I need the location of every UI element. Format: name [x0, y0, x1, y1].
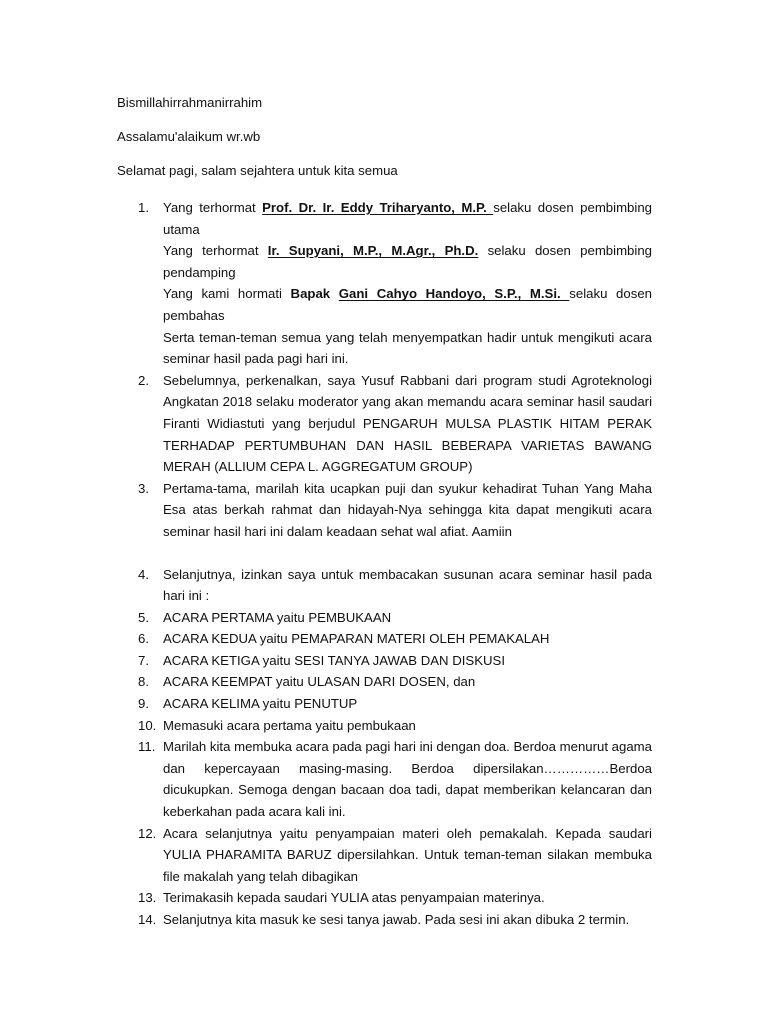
item-number: 12. — [138, 825, 157, 841]
salutation-block — [163, 197, 652, 370]
salutation-line: Yang kami hormati Bapak Gani Cahyo Handoyo, S.P., M.Si. selaku dosen pembahas — [163, 286, 652, 323]
item-text: Terimakasih kepada saudari YULIA atas penyampaian materinya. — [163, 890, 545, 906]
item-text: Selanjutnya kita masuk ke sesi tanya jawab. Pada sesi ini akan dibuka 2 termin. — [163, 912, 630, 927]
list-item — [117, 715, 652, 737]
item-number: 13. — [138, 890, 157, 906]
salam-line: Assalamu'alaikum wr.wb — [117, 129, 261, 144]
item-number: 6. — [138, 631, 149, 647]
salutation-line: Yang terhormat Prof. Dr. Ir. Eddy Triharyanto, M.P. selaku dosen pembimbing utama — [163, 200, 652, 237]
item-number: 11. — [138, 739, 156, 755]
item-number: 2. — [138, 372, 149, 388]
item-text: Acara selanjutnya yaitu penyampaian materi oleh pemakalah. Kepada saudari YULIA PHARAMITA BARUZ dipersilahkan. Untuk teman-teman silakan membuka file makalah yang telah dibagikan — [163, 825, 652, 884]
basmalah-line: Bismillahirrahmanirrahim — [117, 95, 263, 110]
list-item — [117, 909, 652, 931]
list-item — [117, 628, 652, 650]
item-number: 10. — [138, 717, 157, 733]
list-item — [117, 736, 652, 822]
item-number: 14. — [138, 912, 157, 927]
salutation-line: Yang terhormat Ir. Supyani, M.P., M.Agr., Ph.D. selaku dosen pembimbing pendamping — [163, 243, 652, 280]
lecturer-name: Ir. Supyani, M.P., M.Agr., Ph.D. — [267, 243, 479, 259]
item-number: 1. — [138, 200, 149, 215]
list-item — [117, 693, 652, 715]
item-text: Sebelumnya, perkenalkan, saya Yusuf Rabbani dari program studi Agroteknologi Angkatan 2018 selaku moderator yang akan memandu acara seminar hasil saudari Firanti Widiastuti yang berjudul PENGARUH MULSA PLASTIK HITAM PERAK TERHADAP PERTUMBUHAN DAN HASIL BEBERAPA VARIETAS BAWANG MERAH (ALLIUM CEPA L. AGGREGATUM GROUP) — [163, 372, 652, 475]
lecturer-name: Gani Cahyo Handoyo, S.P., M.Si. — [338, 286, 570, 302]
item-number: 3. — [138, 480, 149, 496]
greeting-line: Selamat pagi, salam sejahtera untuk kita semua — [117, 163, 398, 178]
item-number: 5. — [138, 609, 149, 625]
list-item — [117, 650, 652, 672]
list-item — [117, 823, 652, 888]
item-text: ACARA KEEMPAT yaitu ULASAN DARI DOSEN, dan — [163, 674, 476, 690]
item-text: Marilah kita membuka acara pada pagi hari ini dengan doa. Berdoa menurut agama dan kepercayaan masing-masing. Berdoa dipersilakan……………Berdoa dicukupkan. Semoga dengan bacaan doa tadi, dapat memberikan kelancaran dan keberkahan pada acara kali ini. — [163, 739, 652, 820]
item-text: ACARA KEDUA yaitu PEMAPARAN MATERI OLEH PEMAKALAH — [163, 631, 550, 647]
item-text: Selanjutnya, izinkan saya untuk membacakan susunan acara seminar hasil pada hari ini : — [163, 566, 652, 604]
item-text: Memasuki acara pertama yaitu pembukaan — [163, 717, 416, 733]
list-item — [117, 197, 652, 370]
item-number: 8. — [138, 674, 149, 690]
item-text: ACARA KELIMA yaitu PENUTUP — [163, 696, 358, 712]
item-text: Pertama-tama, marilah kita ucapkan puji dan syukur kehadirat Tuhan Yang Maha Esa atas berkah rahmat dan hidayah-Nya sehingga kita dapat mengikuti acara seminar hasil hari ini dalam keadaan sehat wal afiat. Aamiin — [163, 480, 652, 539]
item-number: 9. — [138, 696, 149, 712]
numbered-list — [117, 197, 652, 931]
list-item — [117, 370, 652, 478]
item-text: ACARA PERTAMA yaitu PEMBUKAAN — [163, 609, 392, 625]
item-number: 7. — [138, 652, 149, 668]
list-item — [117, 887, 652, 909]
lecturer-name: Prof. Dr. Ir. Eddy Triharyanto, M.P. — [262, 200, 494, 215]
item-text: ACARA KETIGA yaitu SESI TANYA JAWAB DAN DISKUSI — [163, 652, 505, 668]
list-item — [117, 671, 652, 693]
item-number: 4. — [138, 566, 149, 582]
list-item — [117, 478, 652, 543]
list-item — [117, 607, 652, 629]
salutation-line: Serta teman-teman semua yang telah menyempatkan hadir untuk mengikuti acara seminar hasil pada pagi hari ini. — [163, 329, 652, 367]
list-item — [117, 564, 652, 607]
